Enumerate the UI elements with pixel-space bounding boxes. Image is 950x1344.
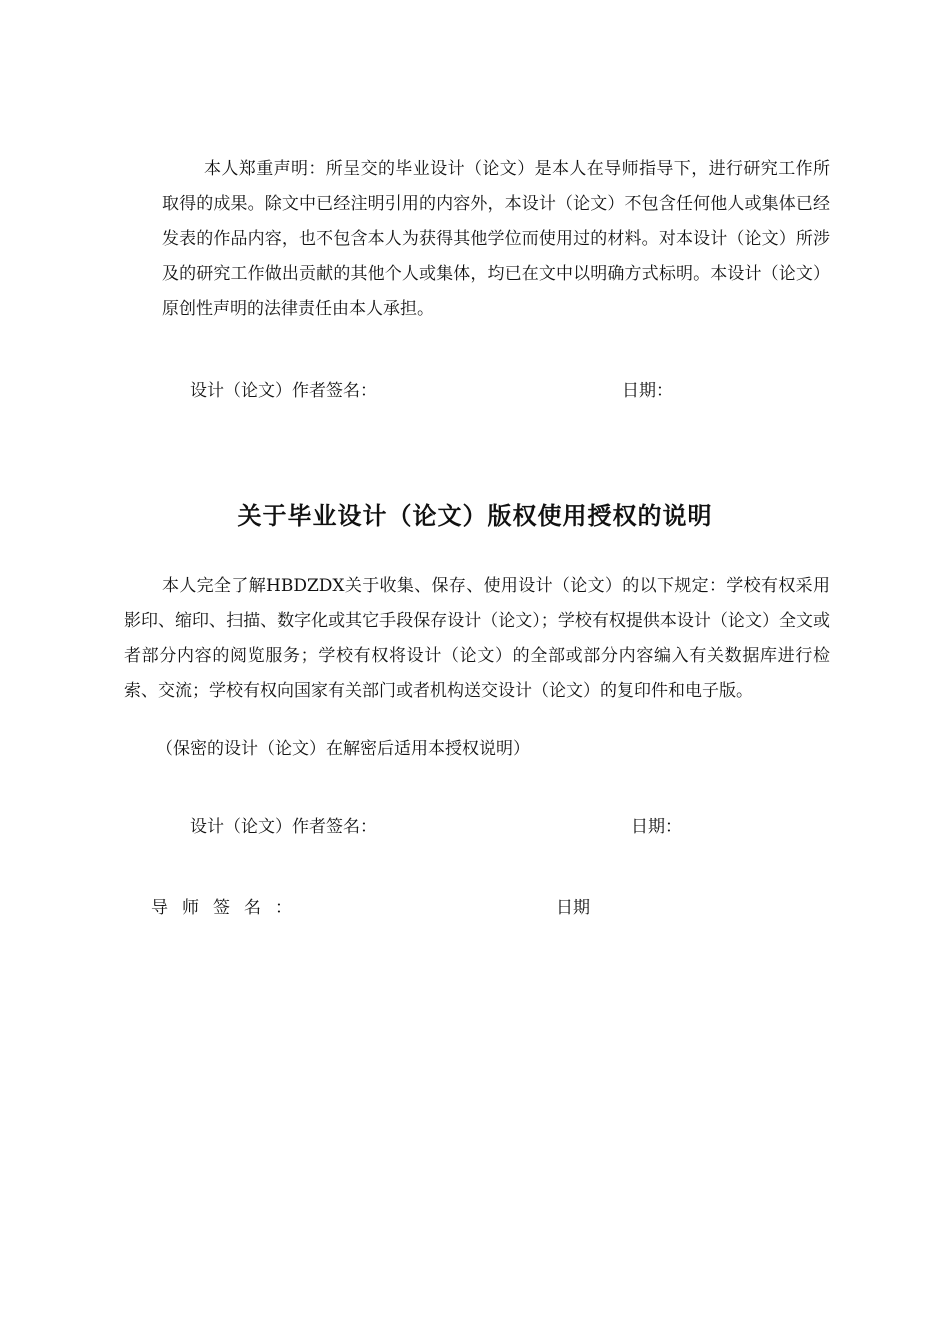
declaration-author-signature-label: 设计（论文）作者签名：: [190, 381, 377, 401]
advisor-date-label: 日期: [556, 898, 590, 918]
authorization-title: 关于毕业设计（论文）版权使用授权的说明: [237, 502, 713, 530]
confidential-note: （保密的设计（论文）在解密后适用本授权说明）: [156, 739, 530, 759]
authorization-paragraph: 本人完全了解HBDZDX关于收集、保存、使用设计（论文）的以下规定：学校有权采用影印、缩印、扫描、数字化或其它手段保存设计（论文）；学校有权提供本设计（论文）全文或者部分内容的阅览服务；学校有权将设计（论文）的全部或部分内容编入有关数据库进行检索、交流；学校有权向国家有关部门或者机构送交设计（论文）的复印件和电子版。: [124, 576, 830, 701]
authorization-date-label: 日期：: [631, 817, 682, 837]
originality-declaration-paragraph: 本人郑重声明：所呈交的毕业设计（论文）是本人在导师指导下，进行研究工作所取得的成果。除文中已经注明引用的内容外，本设计（论文）不包含任何他人或集体已经发表的作品内容，也不包含本人为获得其他学位而使用过的材料。对本设计（论文）所涉及的研究工作做出贡献的其他个人或集体，均已在文中以明确方式标明。本设计（论文）原创性声明的法律责任由本人承担。: [162, 159, 830, 319]
authorization-author-signature-label: 设计（论文）作者签名：: [190, 817, 377, 837]
advisor-signature-label: 导师签名：: [151, 898, 306, 918]
declaration-date-label: 日期：: [622, 381, 673, 401]
